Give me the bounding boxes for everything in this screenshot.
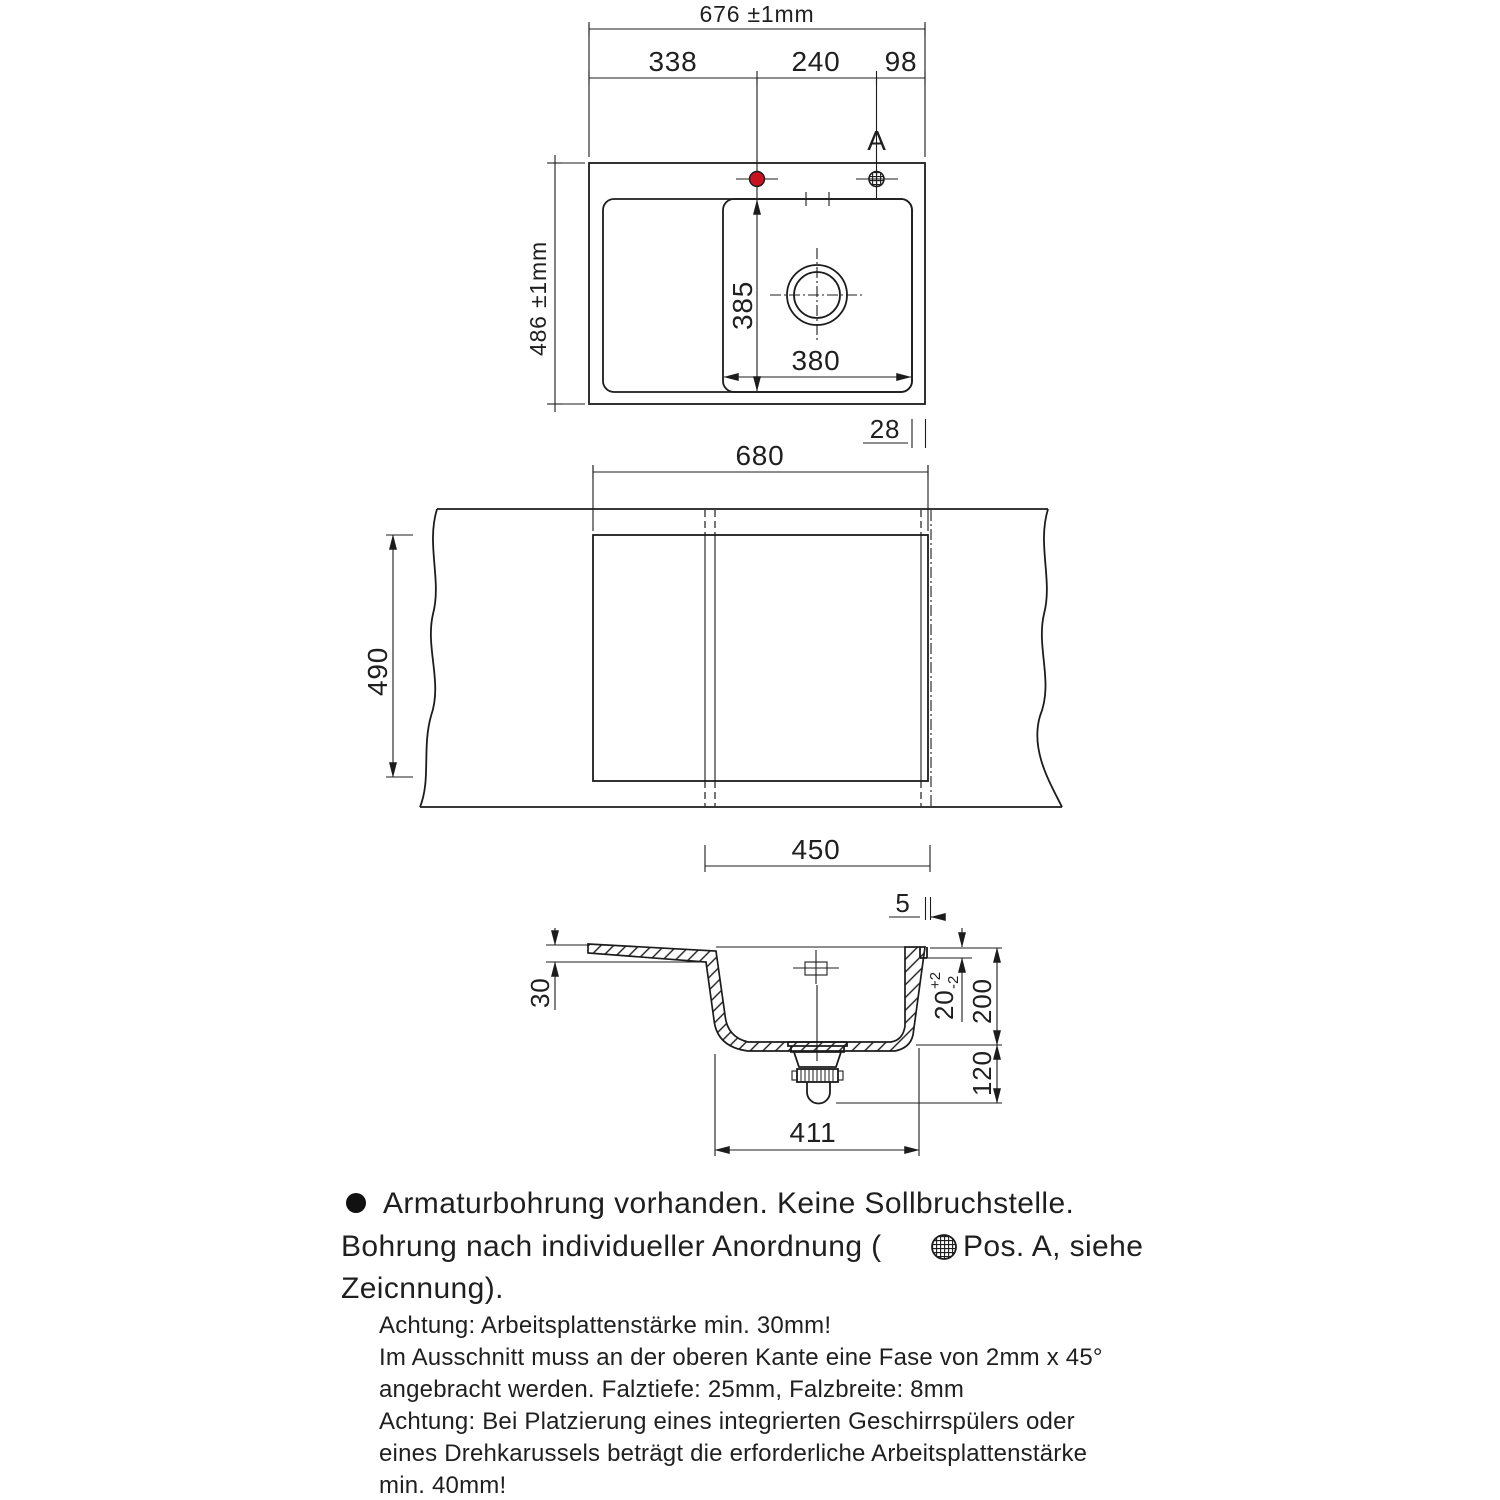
note-small-line3: angebracht werden. Falztiefe: 25mm, Falzbreite: 8mm bbox=[379, 1376, 965, 1403]
note-main-line2a: Bohrung nach individueller Anordnung ( bbox=[341, 1230, 882, 1263]
dim-200-label: 200 bbox=[967, 978, 997, 1024]
dim-450-label: 450 bbox=[791, 834, 841, 865]
dim-28-label: 28 bbox=[869, 414, 901, 444]
note-main-line3: Zeicnnung). bbox=[341, 1272, 504, 1305]
dim-120-label: 120 bbox=[967, 1050, 997, 1096]
note-small-line6: min. 40mm! bbox=[379, 1472, 507, 1499]
dim-338-label: 338 bbox=[648, 46, 698, 77]
dim-490-label: 490 bbox=[362, 646, 393, 696]
hatched-hole-inline-icon bbox=[932, 1235, 956, 1259]
dim-98-label: 98 bbox=[884, 46, 918, 77]
bullet-dot-icon bbox=[346, 1193, 366, 1213]
dim-385-label: 385 bbox=[727, 280, 758, 330]
pos-a-label: A bbox=[867, 125, 887, 156]
dim-676-label: 676 ±1mm bbox=[699, 1, 815, 27]
note-small-line1: Achtung: Arbeitsplattenstärke min. 30mm! bbox=[379, 1312, 832, 1339]
hatched-hole-icon bbox=[869, 172, 884, 187]
note-small-line5: eines Drehkarussels beträgt die erforderliche Arbeitsplattenstärke bbox=[379, 1440, 1088, 1467]
note-small-line2: Im Ausschnitt muss an der oberen Kante eine Fase von 2mm x 45° bbox=[379, 1344, 1103, 1371]
dim-5-label: 5 bbox=[895, 888, 911, 918]
dim-486-label: 486 ±1mm bbox=[525, 241, 551, 356]
dim-20-label: 20 bbox=[929, 989, 959, 1020]
red-hole-icon bbox=[750, 172, 765, 187]
dim-680-label: 680 bbox=[735, 440, 785, 471]
dim-120 bbox=[967, 1045, 997, 1103]
note-small-line4: Achtung: Bei Platzierung eines integrierten Geschirrspülers oder bbox=[379, 1408, 1075, 1435]
dim-380-label: 380 bbox=[791, 345, 841, 376]
note-main-line2b: Pos. A, siehe bbox=[963, 1230, 1144, 1263]
dim-20-tol-minus: -2 bbox=[945, 975, 962, 989]
dim-411-label: 411 bbox=[789, 1117, 837, 1148]
dim-30-label: 30 bbox=[525, 977, 555, 1008]
dim-20-tol-plus: +2 bbox=[927, 971, 944, 989]
note-main-line1: Armaturbohrung vorhanden. Keine Sollbruchstelle. bbox=[383, 1187, 1075, 1220]
dim-240-label: 240 bbox=[791, 46, 841, 77]
